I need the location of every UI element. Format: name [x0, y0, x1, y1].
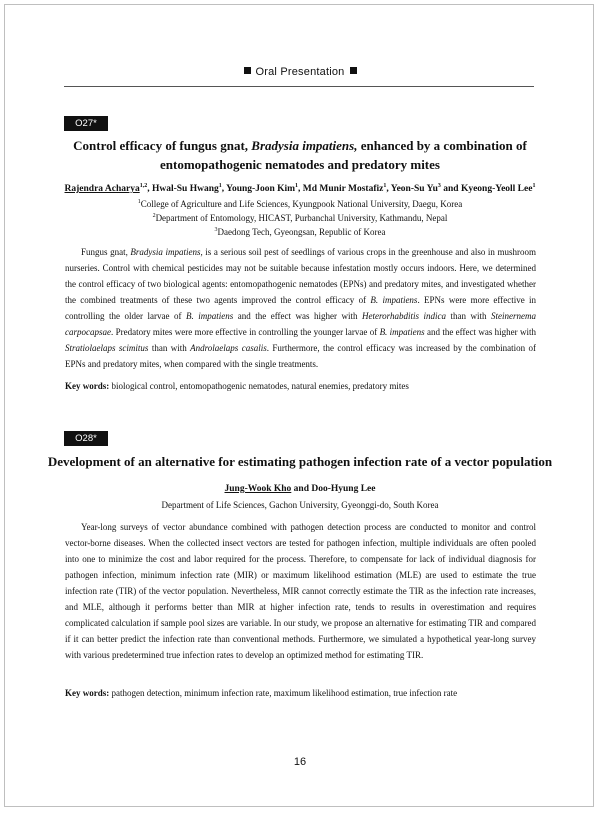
body-species: Androlaelaps casalis	[190, 343, 267, 353]
body-text: . EPNs were more effective in controlling the older larvae of	[65, 295, 537, 321]
abstract-title	[64, 136, 536, 174]
body-text: and the effect was higher with	[424, 327, 536, 337]
abstract-title: Development of an alternative for estimating pathogen infection rate of a vector population	[47, 454, 553, 469]
author-sep: ,	[147, 184, 152, 195]
author: Md Munir Mostafiz	[302, 184, 384, 195]
presenting-author: Rajendra Acharya	[64, 184, 140, 195]
page-number: 16	[293, 756, 307, 768]
title-text: entomopathogenic nematodes and predatory mites	[160, 157, 440, 172]
author-sep: ,	[298, 184, 303, 195]
affiliation-text: Department of Entomology, HICAST, Purbanchal University, Kathmandu, Nepal	[155, 213, 448, 223]
abstract-body	[65, 244, 536, 372]
affiliation-text: Daedong Tech, Gyeongsan, Republic of Korea	[217, 227, 386, 237]
section-header	[0, 66, 600, 78]
affiliation-sup: 3	[214, 227, 218, 233]
author-sup: 3	[437, 183, 441, 189]
keywords-label: Key words:	[65, 381, 110, 391]
body-text: than with	[446, 311, 492, 321]
keywords-text: biological control, entomopathogenic nematodes, natural enemies, predatory mites	[109, 381, 409, 391]
author-list	[40, 483, 560, 496]
author-sep: and	[440, 184, 461, 195]
presenting-author: Jung-Wook Kho	[224, 484, 292, 494]
abstract-badge: O28*	[64, 431, 108, 446]
body-text: Fungus gnat,	[81, 247, 131, 257]
affiliation-list	[64, 196, 536, 238]
author-sep: ,	[386, 184, 391, 195]
abstract-badge: O27*	[64, 116, 108, 131]
author-sep: ,	[221, 184, 227, 195]
title-species: Bradysia impatiens,	[251, 138, 358, 153]
body-species: B. impatiens	[370, 295, 418, 305]
body-species: Heterorhabditis indica	[362, 311, 447, 321]
body-text: . Predatory mites were more effective in controlling the younger larvae of	[111, 327, 380, 337]
body-text: is a serious soil pest of seedlings of various crops in the greenhouse and also in mushroom nurseries. Control with chemical pesticides may not be suitable because infestation mostly occurs indoors. Here, we determined the control efficacy of two biological agents: entomopathogenic nematodes (EPNs) and predatory mites, and investigated whether the combined treatments of these two agents improved the control efficacy of	[65, 247, 536, 305]
author-sup: 1,2	[139, 183, 148, 189]
body-text: . Furthermore, the control efficacy was increased by the combination of EPNs and predatory mites, when compared with the single treatments.	[65, 343, 537, 369]
body-text: than with	[148, 343, 191, 353]
title-text: enhanced by a combination of	[357, 138, 527, 153]
affiliation	[64, 224, 536, 238]
keywords-label: Key words:	[65, 688, 110, 698]
author: Hwal-Su Hwang	[151, 184, 219, 195]
abstract-body: Year-long surveys of vector abundance combined with pathogen detection process are conducted to monitor and control vector-borne diseases. When the collected insect vectors are tested for pathogen infection, multiple individuals are often pooled into one to minimize the cost and labor required for the process. Therefore, to compensate for lack of individual diagnosis for pathogen infection, minimum infection rate (MIR) or maximum likelihood estimation (MLE) are used to estimate the true infection rate (TIR) of the vector population. Nevertheless, MIR cannot correctly estimate the TIR as the infection rate increases, and MLE, although it performs better than MIR at higher infection rate, tends to results in overestimation and requires complicated calculation if sample pool sizes are variable. In our study, we propose an alternative for estimating TIR and compared if it can better predict the infection rate than conventional methods. Furthermore, we simulated a hypothetical year-long survey with various predetermined true infection rates to develop an optimized method for estimating TIR.	[65, 522, 536, 660]
author: Kyeong-Yeoll Lee	[460, 184, 533, 195]
title-text: Control efficacy of fungus gnat,	[73, 138, 252, 153]
body-species: Stratiolaelaps scimitus	[65, 343, 149, 353]
keywords-text: pathogen detection, minimum infection rate, maximum likelihood estimation, true infection rate	[109, 688, 458, 698]
author: and Doo-Hyung Lee	[291, 484, 376, 494]
body-species: B. impatiens	[185, 311, 234, 321]
square-bullet-icon	[244, 67, 251, 74]
body-text: and the effect was higher with	[233, 311, 363, 321]
affiliation	[64, 210, 536, 224]
square-bullet-icon	[350, 67, 357, 74]
affiliation: Department of Life Sciences, Gachon University, Gyeonggi-do, South Korea	[161, 500, 439, 510]
keywords	[65, 380, 536, 393]
author-sup: 1	[532, 183, 536, 189]
author-sup: 1	[218, 183, 222, 189]
author-sup: 1	[295, 183, 299, 189]
section-header-label: Oral Presentation	[255, 66, 345, 78]
keywords	[65, 687, 536, 700]
header-rule	[64, 86, 534, 87]
affiliation	[64, 196, 536, 210]
body-species: Steinernema carpocapsae	[65, 311, 537, 337]
author: Yeon-Su Yu	[390, 184, 438, 195]
body-species: Bradysia impatiens,	[130, 247, 203, 257]
affiliation-sup: 1	[137, 199, 141, 205]
body-species: B. impatiens	[379, 327, 425, 337]
author: Young-Joon Kim	[226, 184, 296, 195]
affiliation-text: College of Agriculture and Life Sciences, Kyungpook National University, Daegu, Korea	[140, 199, 463, 209]
author-list	[40, 180, 560, 196]
affiliation-sup: 2	[152, 213, 156, 219]
author-sup: 1	[383, 183, 387, 189]
